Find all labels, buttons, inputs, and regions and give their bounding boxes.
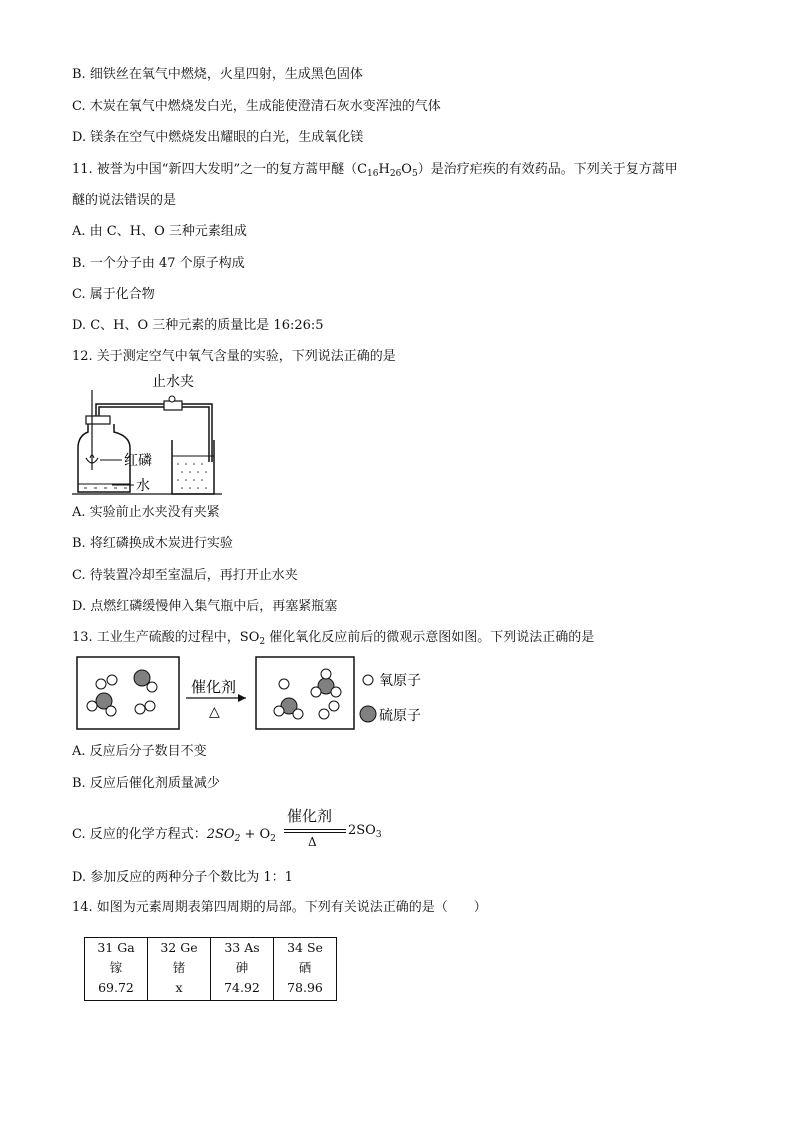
q11-option-c: C. 属于化合物: [72, 287, 155, 302]
q10-option-c: C. 木炭在氧气中燃烧发白光，生成能使澄清石灰水变浑浊的气体: [72, 99, 441, 114]
eq-heat: Δ: [308, 835, 317, 849]
periodic-table-fragment: [84, 937, 337, 1001]
q11-sub-c: 16: [367, 169, 379, 179]
element-header: 32 Ge: [160, 940, 198, 955]
eq-so2: 2SO: [206, 827, 235, 842]
element-mass: 78.96: [287, 980, 323, 995]
eq-catalyst: 催化剂: [287, 807, 333, 825]
delivery-tube: [96, 404, 212, 462]
reaction-micro-diagram: [76, 656, 456, 736]
q11-stem-text-2: ）是治疗疟疾的有效药品。下列关于复方蒿甲: [417, 162, 678, 177]
q11-option-b: B. 一个分子由 47 个原子构成: [72, 256, 245, 271]
q11-sub-h: 26: [389, 169, 402, 179]
delivery-tube-inner: [99, 407, 209, 462]
q11-option-d: D. C、H、O 三种元素的质量比是 16:26:5: [72, 318, 324, 333]
element-cell-as: [211, 938, 274, 1001]
q11-sub-o: 5: [411, 169, 418, 179]
eq-o2-sub: 2: [270, 834, 276, 844]
gas-flask: [78, 424, 130, 492]
element-header: 33 As: [224, 940, 260, 955]
eq-prefix: C. 反应的化学方程式：: [72, 827, 207, 842]
phosphorus-label: 红磷: [124, 453, 152, 469]
element-header: 31 Ga: [97, 940, 135, 955]
eq-product: [348, 823, 382, 838]
element-name: 硒: [298, 960, 312, 975]
legend-sulfur: 硫原子: [379, 708, 421, 724]
oxygen-experiment-diagram: [72, 372, 252, 502]
clamp-label: 止水夹: [152, 374, 194, 390]
q10-option-b: B. 细铁丝在氧气中燃烧，火星四射，生成黑色固体: [72, 67, 363, 82]
beaker: [172, 440, 214, 494]
element-mass: x: [175, 980, 183, 995]
q11-o: O: [401, 162, 412, 177]
eq-plus-o2: + O: [240, 827, 271, 842]
eq-so2-sub: 2: [234, 834, 241, 844]
before-box: [77, 657, 179, 729]
q12-option-c: C. 待装置冷却至室温后，再打开止水夹: [72, 568, 298, 583]
q11-stem-text: 11. 被誉为中国“新四大发明”之一的复方蒿甲醚（C: [72, 162, 368, 177]
q12-option-d: D. 点燃红磷缓慢伸入集气瓶中后，再塞紧瓶塞: [72, 599, 338, 614]
q13-stem-text: 13. 工业生产硫酸的过程中，SO: [72, 630, 260, 645]
q13-option-b: B. 反应后催化剂质量减少: [72, 776, 220, 791]
q12-stem: 12. 关于测定空气中氧气含量的实验，下列说法正确的是: [72, 349, 396, 364]
after-molecules: [274, 669, 341, 719]
q11-h: H: [378, 162, 390, 177]
q13-option-d: D. 参加反应的两种分子个数比为 1：1: [72, 870, 293, 885]
q14-stem: 14. 如图为元素周期表第四周期的局部。下列有关说法正确的是（ ）: [72, 900, 487, 915]
element-name: 砷: [235, 960, 249, 975]
heat-label: △: [209, 704, 220, 720]
element-name: 锗: [172, 960, 186, 975]
q11-stem: [72, 161, 678, 179]
q11-option-a: A. 由 C、H、O 三种元素组成: [72, 224, 247, 239]
q13-option-c: [72, 805, 432, 853]
legend-oxygen: 氧原子: [379, 673, 421, 689]
clamp-knob: [169, 396, 175, 402]
eq-so3: 2SO: [348, 823, 376, 838]
q12-option-a: A. 实验前止水夹没有夹紧: [72, 505, 220, 520]
q13-stem: [72, 629, 594, 647]
arrow-head-icon: [238, 694, 246, 702]
q10-option-d: D. 镁条在空气中燃烧发出耀眼的白光，生成氧化镁: [72, 130, 364, 145]
eq-double-bar: [284, 829, 346, 833]
element-name: 镓: [109, 960, 123, 975]
catalyst-label: 催化剂: [191, 678, 237, 696]
sulfur-atom-icon: [360, 706, 376, 722]
element-cell-ge: [148, 938, 211, 1001]
beaker-water-dots: [177, 463, 207, 489]
element-header: 34 Se: [287, 940, 323, 955]
oxygen-atom-icon: [363, 675, 373, 685]
element-mass: 74.92: [224, 980, 260, 995]
element-cell-ga: [85, 938, 148, 1001]
q13-stem-sub: 2: [259, 637, 266, 647]
q11-stem-line2: 醚的说法错误的是: [72, 193, 177, 208]
q13-stem-text-2: 催化氧化反应前后的微观示意图如图。下列说法正确的是: [265, 630, 595, 645]
eq-so3-sub: 3: [375, 830, 382, 840]
element-cell-se: [274, 938, 337, 1001]
stopper: [86, 416, 110, 424]
water-label: 水: [136, 478, 150, 494]
q13-option-a: A. 反应后分子数目不变: [72, 744, 207, 759]
q12-option-b: B. 将红磷换成木炭进行实验: [72, 536, 233, 551]
element-mass: 69.72: [98, 980, 134, 995]
before-molecules: [87, 670, 157, 716]
q13-option-c-prefix: [72, 823, 276, 842]
